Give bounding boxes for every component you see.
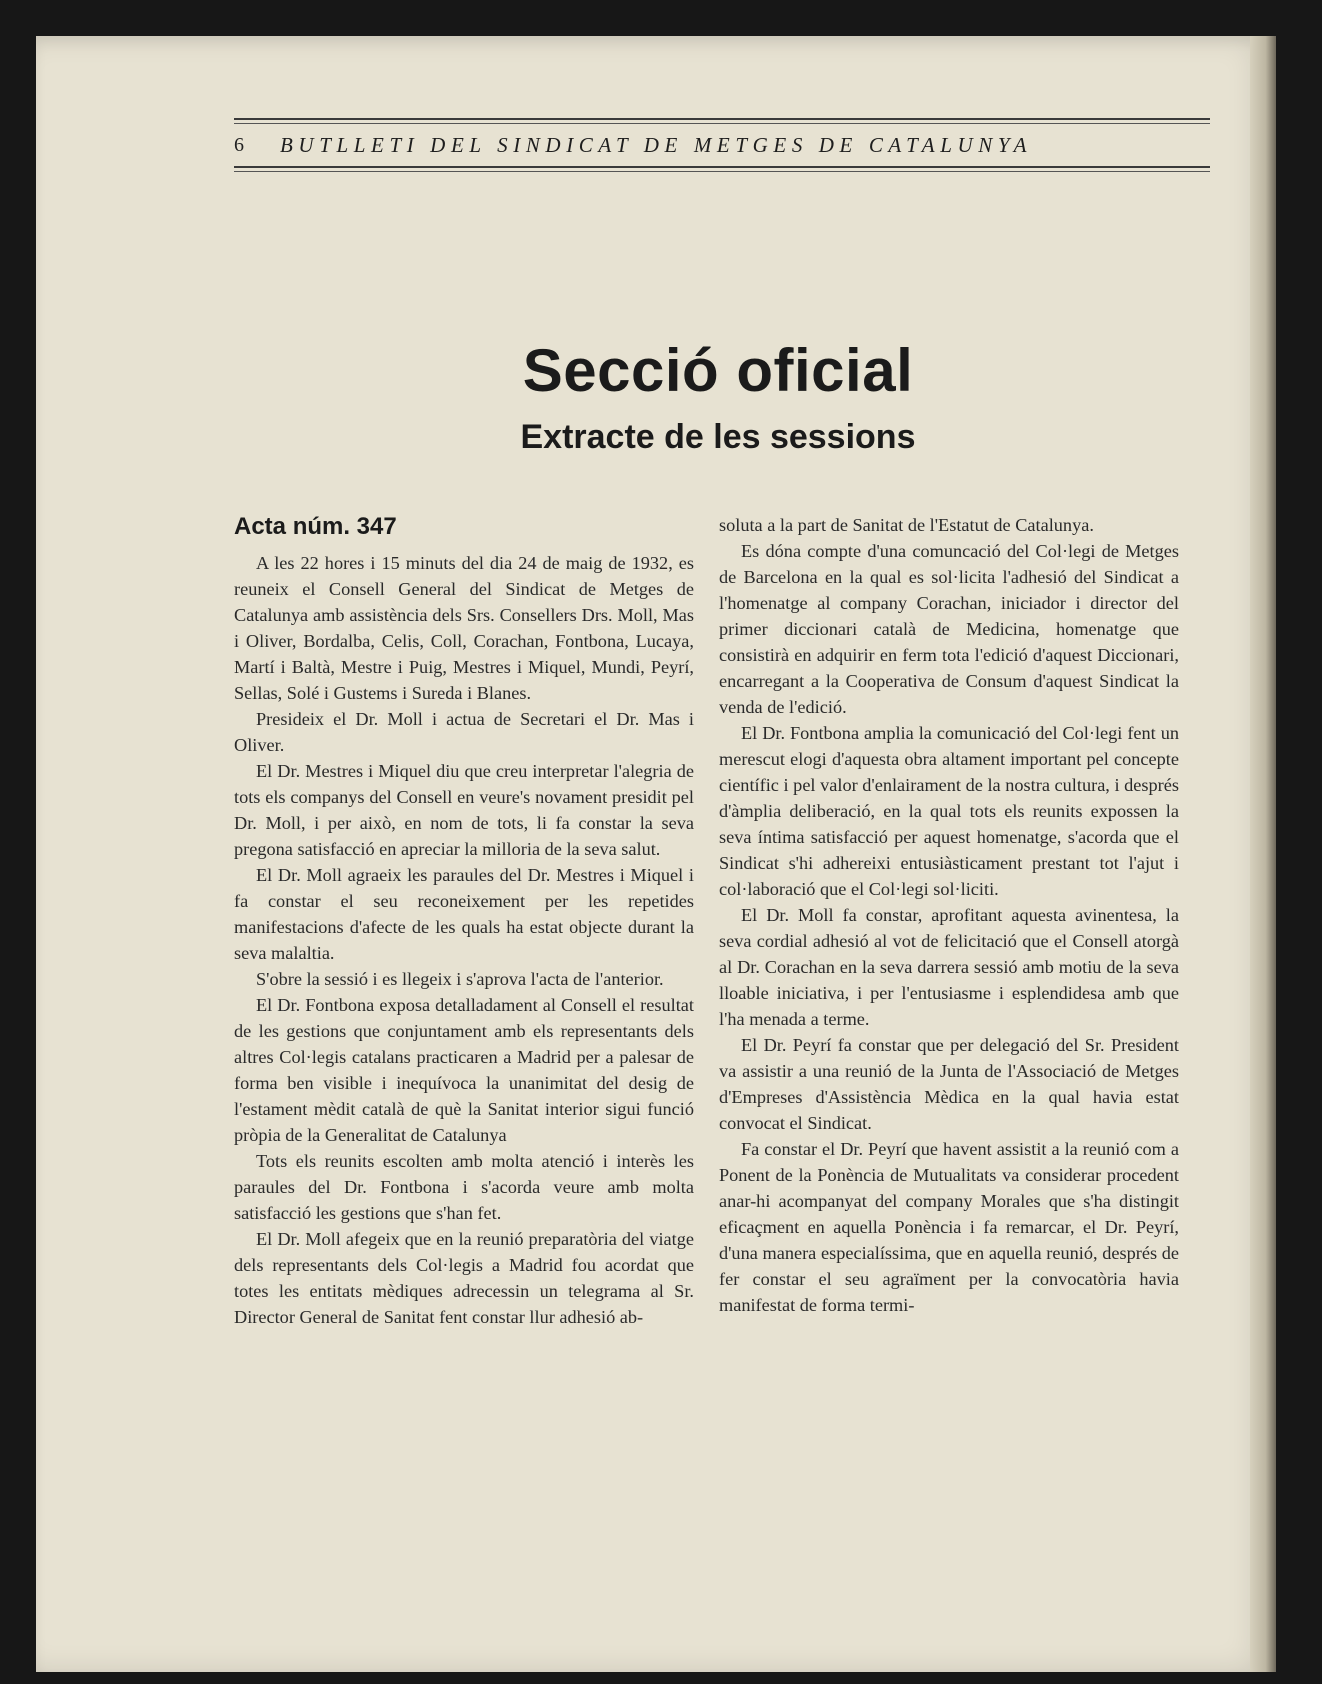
paragraph: Es dóna compte d'una comuncació del Col·legi de Metges de Barcelona en la qual es sol·licita l'adhesió del Sindicat a l'homenatge al company Corachan, iniciador i director del primer diccionari català de Medicina, homenatge que consistirà en adquirir en ferm tota l'edició d'aquest Diccionari, encarregant a la Cooperativa de Consum d'aquest Sindicat la venda de l'edició.: [719, 541, 1179, 717]
paragraph: El Dr. Moll fa constar, aprofitant aquesta avinentesa, la seva cordial adhesió al vot de felicitació que el Consell atorgà al Dr. Corachan en la seva darrera sessió amb motiu de la seva lloable iniciativa, i per l'entusiasme i esplendidesa amb que l'ha menada a terme.: [719, 905, 1179, 1029]
paragraph: El Dr. Fontbona amplia la comunicació del Col·legi fent un merescut elogi d'aquesta obra altament important pel concepte científic i pel valor d'enlairament de la nostra cultura, i després d'àmplia deliberació, en la qual tots els reunits expossen la seva íntima satisfacció per aquest homenatge, s'acorda que el Sindicat s'hi adhereixi entusiàsticament prestant tot l'ajut i col·laboració que el Col·legi sol·liciti.: [719, 723, 1179, 899]
header-rule-bottom-thin: [234, 171, 1210, 172]
paragraph: El Dr. Peyrí fa constar que per delegació del Sr. President va assistir a una reunió de la Junta de l'Associació de Metges d'Empreses d'Assistència Mèdica en la qual havia estat convocat el Sindicat.: [719, 1035, 1179, 1133]
paragraph-continuation: soluta a la part de Sanitat de l'Estatut de Catalunya.: [719, 515, 1094, 535]
running-header: [234, 118, 1210, 172]
paragraph: Fa constar el Dr. Peyrí que havent assistit a la reunió com a Ponent de la Ponència de Mutualitats va considerar procedent anar-hi acompanyat del company Morales que s'ha distingit eficaçment en aquella Ponència i fa remarcar, el Dr. Peyrí, d'una manera especialíssima, que en aquella reunió, després de fer constar el seu agraïment per la convocatòria havia manifestat de forma termi-: [719, 1139, 1179, 1315]
page-spine-shadow: [1250, 36, 1276, 1672]
left-column: [234, 512, 694, 1330]
header-row: [234, 124, 1210, 166]
paragraph: Tots els reunits escolten amb molta atenció i interès les paraules del Dr. Fontbona i s'acorda veure amb molta satisfacció les gestions que s'han fet.: [234, 1151, 694, 1223]
header-rule-top: [234, 118, 1210, 120]
document-page: [36, 36, 1276, 1672]
paragraph: El Dr. Moll afegeix que en la reunió preparatòria del viatge dels representants dels Col·legis a Madrid fou acordat que totes les entitats mèdiques adrecessin un telegrama al Sr. Director General de Sanitat fent constar llur adhesió ab-: [234, 1229, 694, 1327]
paragraph: A les 22 hores i 15 minuts del dia 24 de maig de 1932, es reuneix el Consell General del Sindicat de Metges de Catalunya amb assistència dels Srs. Consellers Drs. Moll, Mas i Oliver, Bordalba, Celis, Coll, Corachan, Fontbona, Lucaya, Martí i Baltà, Mestre i Puig, Mestres i Miquel, Mundi, Peyrí, Sellas, Solé i Gustems i Sureda i Blanes.: [234, 553, 694, 703]
paragraph: Presideix el Dr. Moll i actua de Secretari el Dr. Mas i Oliver.: [234, 709, 694, 755]
header-rule-bottom: [234, 166, 1210, 168]
section-title: Secció oficial: [522, 337, 914, 404]
act-heading: Acta núm. 347: [234, 513, 397, 540]
paragraph: El Dr. Fontbona exposa detalladament al Consell el resultat de les gestions que conjuntament amb els representants dels altres Col·legis catalans practicaren a Madrid per a palesar de forma ben visible i inequívoca la unanimitat del desig de l'estament mèdit català de què la Sanitat interior sigui funció pròpia de la Generalitat de Catalunya: [234, 995, 694, 1145]
section-subtitle: Extracte de les sessions: [520, 418, 916, 456]
paragraph: El Dr. Mestres i Miquel diu que creu interpretar l'alegria de tots els companys del Consell en veure's novament presidit pel Dr. Moll, i per això, en nom de tots, li fa constar la seva pregona satisfacció en apreciar la milloria de la seva salut.: [234, 761, 694, 859]
paragraph: S'obre la sessió i es llegeix i s'aprova l'acta de l'anterior.: [256, 969, 664, 989]
journal-title: BUTLLETI DEL SINDICAT DE METGES DE CATALUNYA: [280, 132, 1033, 157]
page-number: 6: [234, 133, 244, 156]
paragraph: El Dr. Moll agraeix les paraules del Dr. Mestres i Miquel i fa constar el seu reconeixement per les repetides manifestacions d'afecte de les quals ha estat objecte durant la seva malaltia.: [234, 865, 694, 963]
right-column: [719, 512, 1179, 1318]
